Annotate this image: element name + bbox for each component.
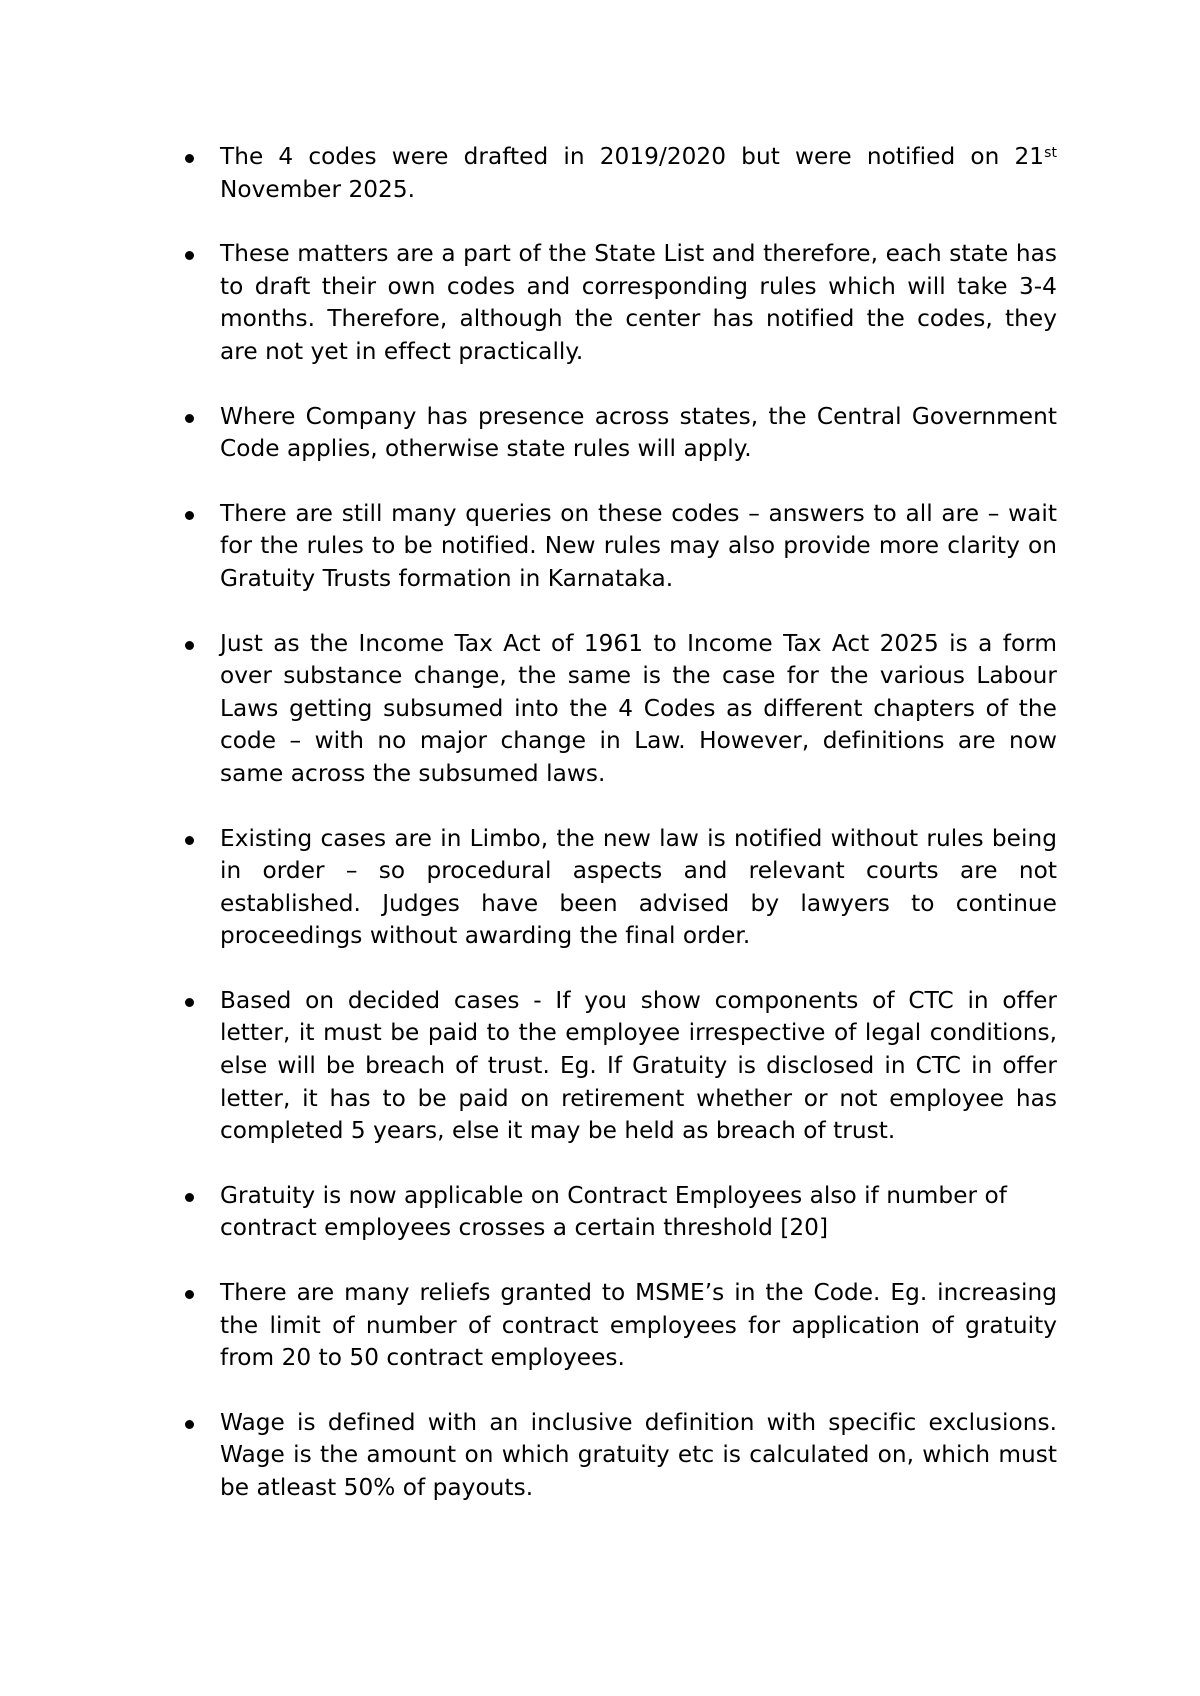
- bullet-dot-icon: [185, 154, 194, 163]
- bullet-text: Just as the Income Tax Act of 1961 to Income Tax Act 2025 is a form over substance change, the same is the case for the various Labour Laws getting subsumed into the 4 Codes as different chapters of the code – with no major change in Law. However, definitions are now same across the subsumed laws.: [220, 629, 1057, 787]
- bullet-item-central-code: [185, 401, 1057, 466]
- bullet-dot-icon: [185, 1193, 194, 1202]
- bullet-text: Wage is defined with an inclusive definition with specific exclusions. Wage is the amount on which gratuity etc is calculated on, which must be atleast 50% of payouts.: [220, 1408, 1057, 1501]
- bullet-item-msme-reliefs: [185, 1277, 1057, 1375]
- bullet-text: Gratuity is now applicable on Contract Employees also if number of contract employees crosses a certain threshold [20]: [220, 1181, 1007, 1242]
- bullet-dot-icon: [185, 1420, 194, 1429]
- bullet-item-wage-definition: [185, 1407, 1057, 1505]
- bullet-item-decided-cases: [185, 985, 1057, 1148]
- bullet-item-existing-cases: [185, 823, 1057, 953]
- bullet-dot-icon: [185, 641, 194, 650]
- bullet-text: There are still many queries on these codes – answers to all are – wait for the rules to be notified. New rules may also provide more clarity on Gratuity Trusts formation in Karnataka.: [220, 499, 1057, 592]
- bullet-text: Based on decided cases - If you show components of CTC in offer letter, it must be paid to the employee irrespective of legal conditions, else will be breach of trust. Eg. If Gratuity is disclosed in CTC in offer letter, it has to be paid on retirement whether or not employee has completed 5 years, else it may be held as breach of trust.: [220, 986, 1057, 1145]
- bullet-dot-icon: [185, 414, 194, 423]
- bullet-text: There are many reliefs granted to MSME’s in the Code. Eg. increasing the limit of number of contract employees for application of gratuity from 20 to 50 contract employees.: [220, 1279, 1057, 1372]
- bullet-item-codes-notified: [185, 141, 1057, 206]
- bullet-dot-icon: [185, 511, 194, 520]
- bullet-text: These matters are a part of the State List and therefore, each state has to draft their own codes and corresponding rules which will take 3-4 months. Therefore, although the center has notified the codes, they are not yet in effect practically.: [220, 240, 1057, 365]
- bullet-item-state-list: [185, 238, 1057, 368]
- superscript-st: st: [1044, 145, 1057, 161]
- bullet-dot-icon: [185, 998, 194, 1007]
- bullet-item-queries: [185, 498, 1057, 596]
- bullet-text-tail: November 2025.: [220, 175, 416, 203]
- bullet-dot-icon: [185, 836, 194, 845]
- bullet-text: The 4 codes were drafted in 2019/2020 but were notified on 21: [220, 143, 1045, 170]
- bullet-dot-icon: [185, 1290, 194, 1299]
- bullet-list: [185, 141, 1057, 1537]
- bullet-item-contract-gratuity: [185, 1180, 1057, 1245]
- bullet-item-income-tax: [185, 628, 1057, 791]
- bullet-text: Existing cases are in Limbo, the new law is notified without rules being in order – so procedural aspects and relevant courts are not established. Judges have been advised by lawyers to continue proceedings without awarding the final order.: [220, 824, 1057, 950]
- bullet-text: Where Company has presence across states, the Central Government Code applies, otherwise state rules will apply.: [220, 402, 1057, 463]
- bullet-dot-icon: [185, 251, 194, 260]
